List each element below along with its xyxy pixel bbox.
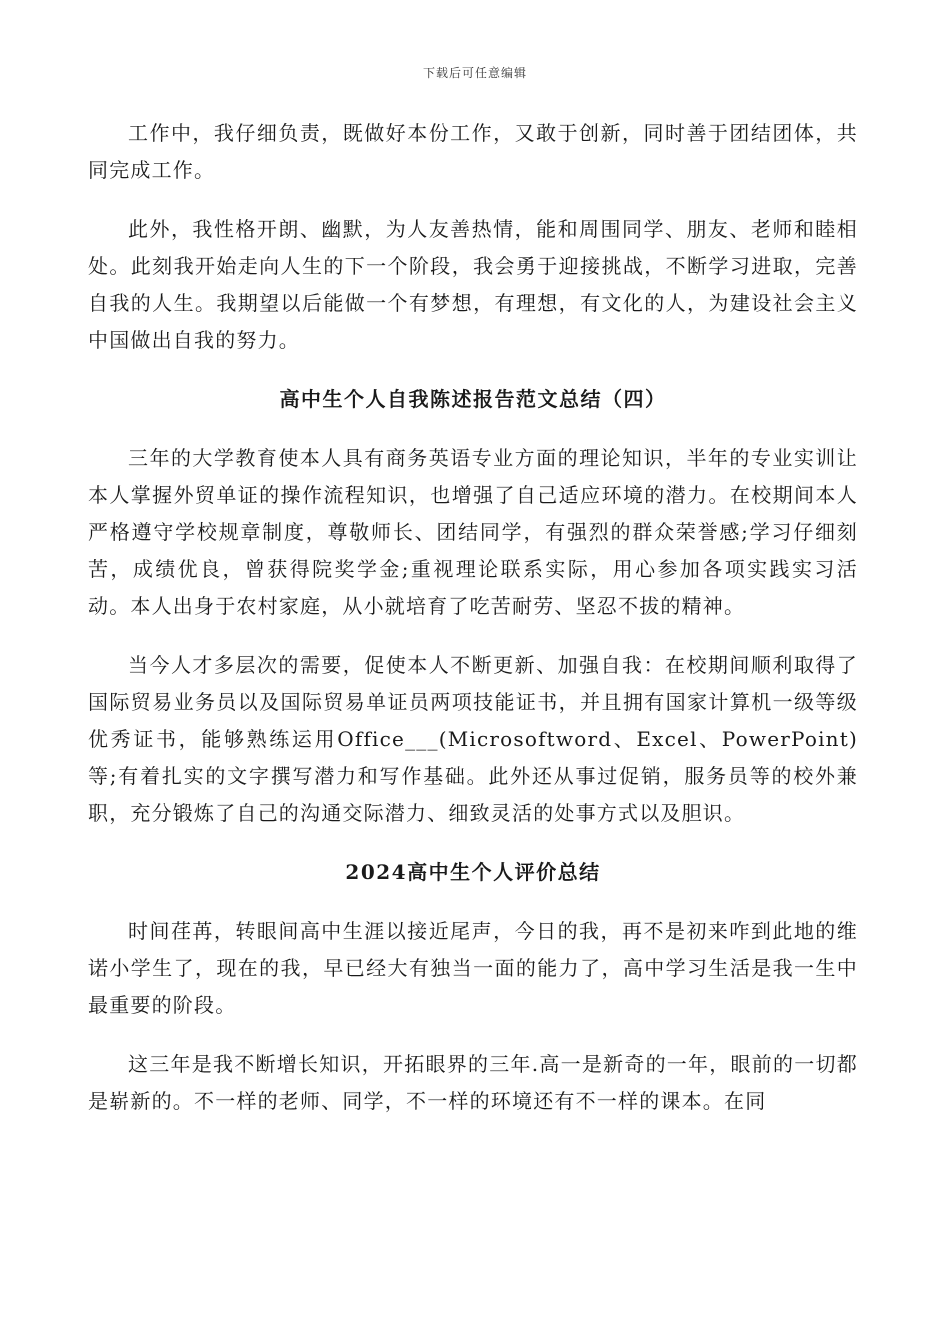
section-heading-2024: 2024高中生个人评价总结 [345,860,601,884]
paragraph-personality: 此外，我性格开朗、幽默，为人友善热情，能和周围同学、朋友、老师和睦相处。此刻我开始走向人生的下一个阶段，我会勇于迎接挑战，不断学习进取，完善自我的人生。我期望以后能做一个有梦想，有理想，有文化的人，为建设社会主义中国做出自我的努力。 [88,217,858,352]
section-heading-4: 高中生个人自我陈述报告范文总结（四） [279,387,667,411]
paragraph-university-education: 三年的大学教育使本人具有商务英语专业方面的理论知识，半年的专业实训让本人掌握外贸单证的操作流程知识，也增强了自己适应环境的潜力。在校期间本人严格遵守学校规章制度，尊敬师长、团结同学，有强烈的群众荣誉感;学习仔细刻苦，成绩优良，曾获得院奖学金;重视理论联系实际，用心参加各项实践实习活动。本人出身于农村家庭，从小就培育了吃苦耐劳、坚忍不拔的精神。 [88,446,858,618]
document-body [88,115,858,1120]
paragraph-three-years: 这三年是我不断增长知识，开拓眼界的三年.高一是新奇的一年，眼前的一切都是崭新的。不一样的老师、同学，不一样的环境还有不一样的课本。在同 [88,1052,858,1113]
paragraph-work: 工作中，我仔细负责，既做好本份工作，又敢于创新，同时善于团结团体，共同完成工作。 [88,121,858,182]
paragraph-time: 时间荏苒，转眼间高中生涯以接近尾声，今日的我，再不是初来咋到此地的维诺小学生了，现在的我，早已经大有独当一面的能力了，高中学习生活是我一生中最重要的阶段。 [88,919,858,1017]
header-note: 下载后可任意编辑 [422,66,527,80]
paragraph-skills: 当今人才多层次的需要，促使本人不断更新、加强自我：在校期间顺利取得了国际贸易业务员以及国际贸易单证员两项技能证书，并且拥有国家计算机一级等级优秀证书，能够熟练运用Office___(Microsoftword、Excel、PowerPoint)等;有着扎实的文字撰写潜力和写作基础。此外还从事过促销，服务员等的校外兼职，充分锻炼了自己的沟通交际潜力、细致灵活的处事方式以及胆识。 [88,653,858,825]
